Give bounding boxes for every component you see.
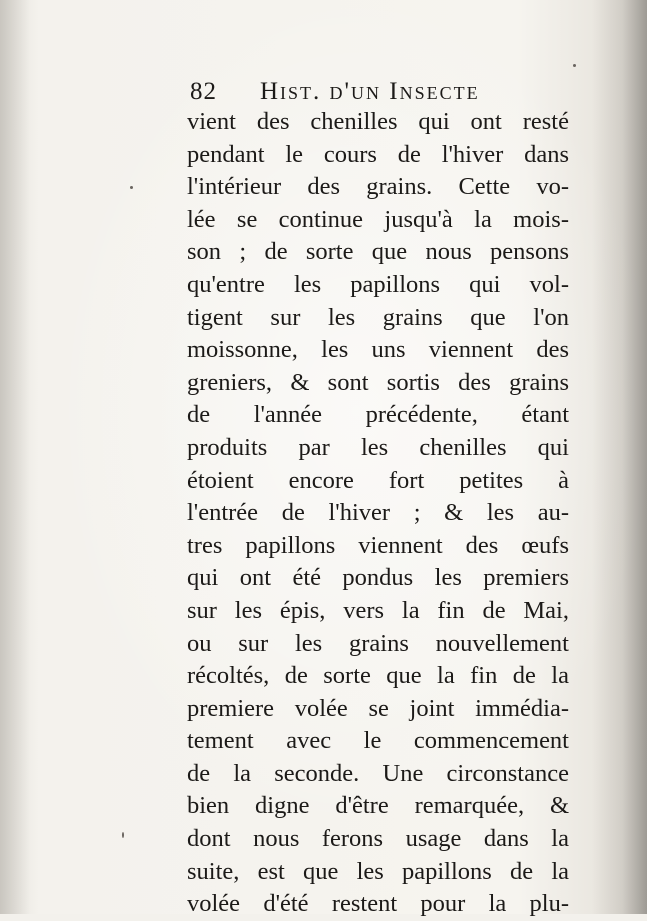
text-line: l'intérieur des grains. Cette vo-	[187, 173, 569, 201]
text-line: étoient encore fort petites à	[187, 466, 569, 494]
text-line: tres papillons viennent des œufs	[187, 531, 569, 559]
text-line: pendant le cours de l'hiver dans	[187, 140, 569, 168]
paper-speck	[122, 832, 124, 838]
text-line: moissonne, les uns viennent des	[187, 336, 569, 364]
text-line: qui ont été pondus les premiers	[187, 564, 569, 592]
binding-shadow	[592, 0, 647, 914]
text-line: vient des chenilles qui ont resté	[187, 108, 569, 135]
page-number: 82	[190, 78, 217, 105]
text-line: de l'année précédente, étant	[187, 401, 569, 429]
text-line: son ; de sorte que nous pensons	[187, 238, 569, 266]
text-line: qu'entre les papillons qui vol-	[187, 270, 569, 298]
text-line: bien digne d'être remarquée, &	[187, 792, 569, 820]
text-line: récoltés, de sorte que la fin de la	[187, 662, 569, 690]
text-line: greniers, & sont sortis des grains	[187, 368, 569, 396]
paper-speck	[130, 186, 133, 189]
text-line: tement avec le commencement	[187, 727, 569, 755]
page-edge-shadow	[0, 0, 30, 914]
text-line: premiere volée se joint immédia-	[187, 694, 569, 722]
paper-speck	[573, 64, 576, 67]
text-line: suite, est que les papillons de la	[187, 857, 569, 885]
text-line: produits par les chenilles qui	[187, 433, 569, 461]
text-line: l'entrée de l'hiver ; & les au-	[187, 499, 569, 527]
text-line: dont nous ferons usage dans la	[187, 825, 569, 853]
text-line: lée se continue jusqu'à la mois-	[187, 205, 569, 233]
running-title: Hist. d'un Insecte	[260, 78, 480, 105]
body-text	[187, 106, 569, 921]
text-line: sur les épis, vers la fin de Mai,	[187, 596, 569, 624]
text-line: tigent sur les grains que l'on	[187, 303, 569, 331]
text-line: ou sur les grains nouvellement	[187, 629, 569, 657]
text-line: volée d'été restent pour la plu-	[187, 890, 569, 918]
text-line: de la seconde. Une circonstance	[187, 759, 569, 787]
